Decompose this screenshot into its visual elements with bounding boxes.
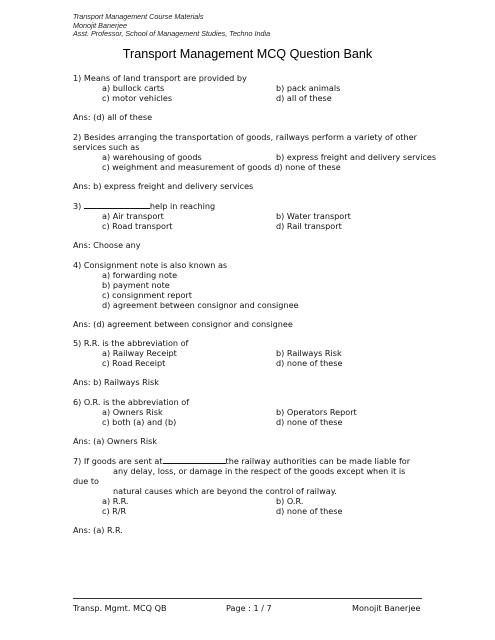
question-7-end: the railway authorities can be made liable for <box>225 456 411 466</box>
q7-option-c: c) R/R <box>102 506 127 516</box>
header-author: Monojit Banerjee <box>73 20 127 30</box>
question-1: 1) Means of land transport are provided by <box>73 73 247 83</box>
q7-option-b: b) O.R. <box>276 496 304 506</box>
question-2: 2) Besides arranging the transportation of goods, railways perform a variety of other <box>73 132 417 142</box>
q4-option-d: d) agreement between consignor and consignee <box>102 300 299 310</box>
q5-option-a: a) Railway Receipt <box>102 348 177 358</box>
q6-option-c: c) both (a) and (b) <box>102 417 177 427</box>
question-7 <box>73 456 410 466</box>
q3-option-b: b) Water transport <box>276 211 351 221</box>
q1-option-c: c) motor vehicles <box>102 93 173 103</box>
q6-option-d: d) none of these <box>276 417 343 427</box>
header-course: Transport Management Course Materials <box>73 12 204 21</box>
question-5: 5) R.R. is the abbreviation of <box>73 338 189 348</box>
q5-option-d: d) none of these <box>276 358 343 368</box>
footer-course: Transp. Mgmt. MCQ QB <box>73 603 167 613</box>
q6-option-a: a) Owners Risk <box>102 407 163 417</box>
q1-option-b: b) pack animals <box>276 83 341 93</box>
question-3-number: 3) <box>73 201 82 211</box>
q2-option-a: a) warehousing of goods <box>102 152 202 162</box>
q1-answer: Ans: (d) all of these <box>73 112 153 122</box>
footer-divider <box>73 598 422 599</box>
q7-option-a: a) R.R. <box>102 496 129 506</box>
question-7-line4: natural causes which are beyond the control of railway. <box>113 486 337 496</box>
question-7-line2: any delay, loss, or damage in the respect of the goods except when it is <box>113 466 406 476</box>
footer-page-number: Page : 1 / 7 <box>226 603 272 613</box>
page-title: Transport Management MCQ Question Bank <box>122 47 373 61</box>
q4-answer: Ans: (d) agreement between consignor and consignee <box>73 319 293 329</box>
question-2-cont: services such as <box>73 142 140 152</box>
q4-option-c: c) consignment report <box>102 290 192 300</box>
q5-option-b: b) Railways Risk <box>276 348 342 358</box>
fill-in-blank <box>163 456 226 464</box>
q2-option-cd: c) weighment and measurement of goods d) none of these <box>102 162 341 172</box>
question-6: 6) O.R. is the abbreviation of <box>73 397 190 407</box>
q5-answer: Ans: b) Railways Risk <box>73 377 159 387</box>
q1-option-d: d) all of these <box>276 93 332 103</box>
q2-answer: Ans: b) express freight and delivery services <box>73 181 254 191</box>
q4-option-b: b) payment note <box>102 280 170 290</box>
footer-author: Monojit Banerjee <box>352 603 421 613</box>
fill-in-blank <box>84 201 150 209</box>
q3-option-c: c) Road transport <box>102 221 173 231</box>
q6-option-b: b) Operators Report <box>276 407 357 417</box>
q2-option-b: b) express freight and delivery services <box>276 152 437 162</box>
question-7-start: 7) If goods are sent at <box>73 456 163 466</box>
question-3 <box>73 201 215 211</box>
q3-answer: Ans: Choose any <box>73 240 141 250</box>
question-7-line3: due to <box>73 476 99 486</box>
q4-option-a: a) forwarding note <box>102 270 178 280</box>
q7-option-d: d) none of these <box>276 506 343 516</box>
header-affiliation: Asst. Professor, School of Management Studies, Techno India <box>73 29 271 38</box>
q5-option-c: c) Road Receipt <box>102 358 166 368</box>
q3-option-d: d) Rail transport <box>276 221 342 231</box>
q6-answer: Ans: (a) Owners Risk <box>73 436 158 446</box>
q7-answer: Ans: (a) R.R. <box>73 525 123 535</box>
q3-option-a: a) Air transport <box>102 211 164 221</box>
question-4: 4) Consignment note is also known as <box>73 260 228 270</box>
question-3-text: help in reaching <box>149 201 216 211</box>
q1-option-a: a) bullock carts <box>102 83 165 93</box>
